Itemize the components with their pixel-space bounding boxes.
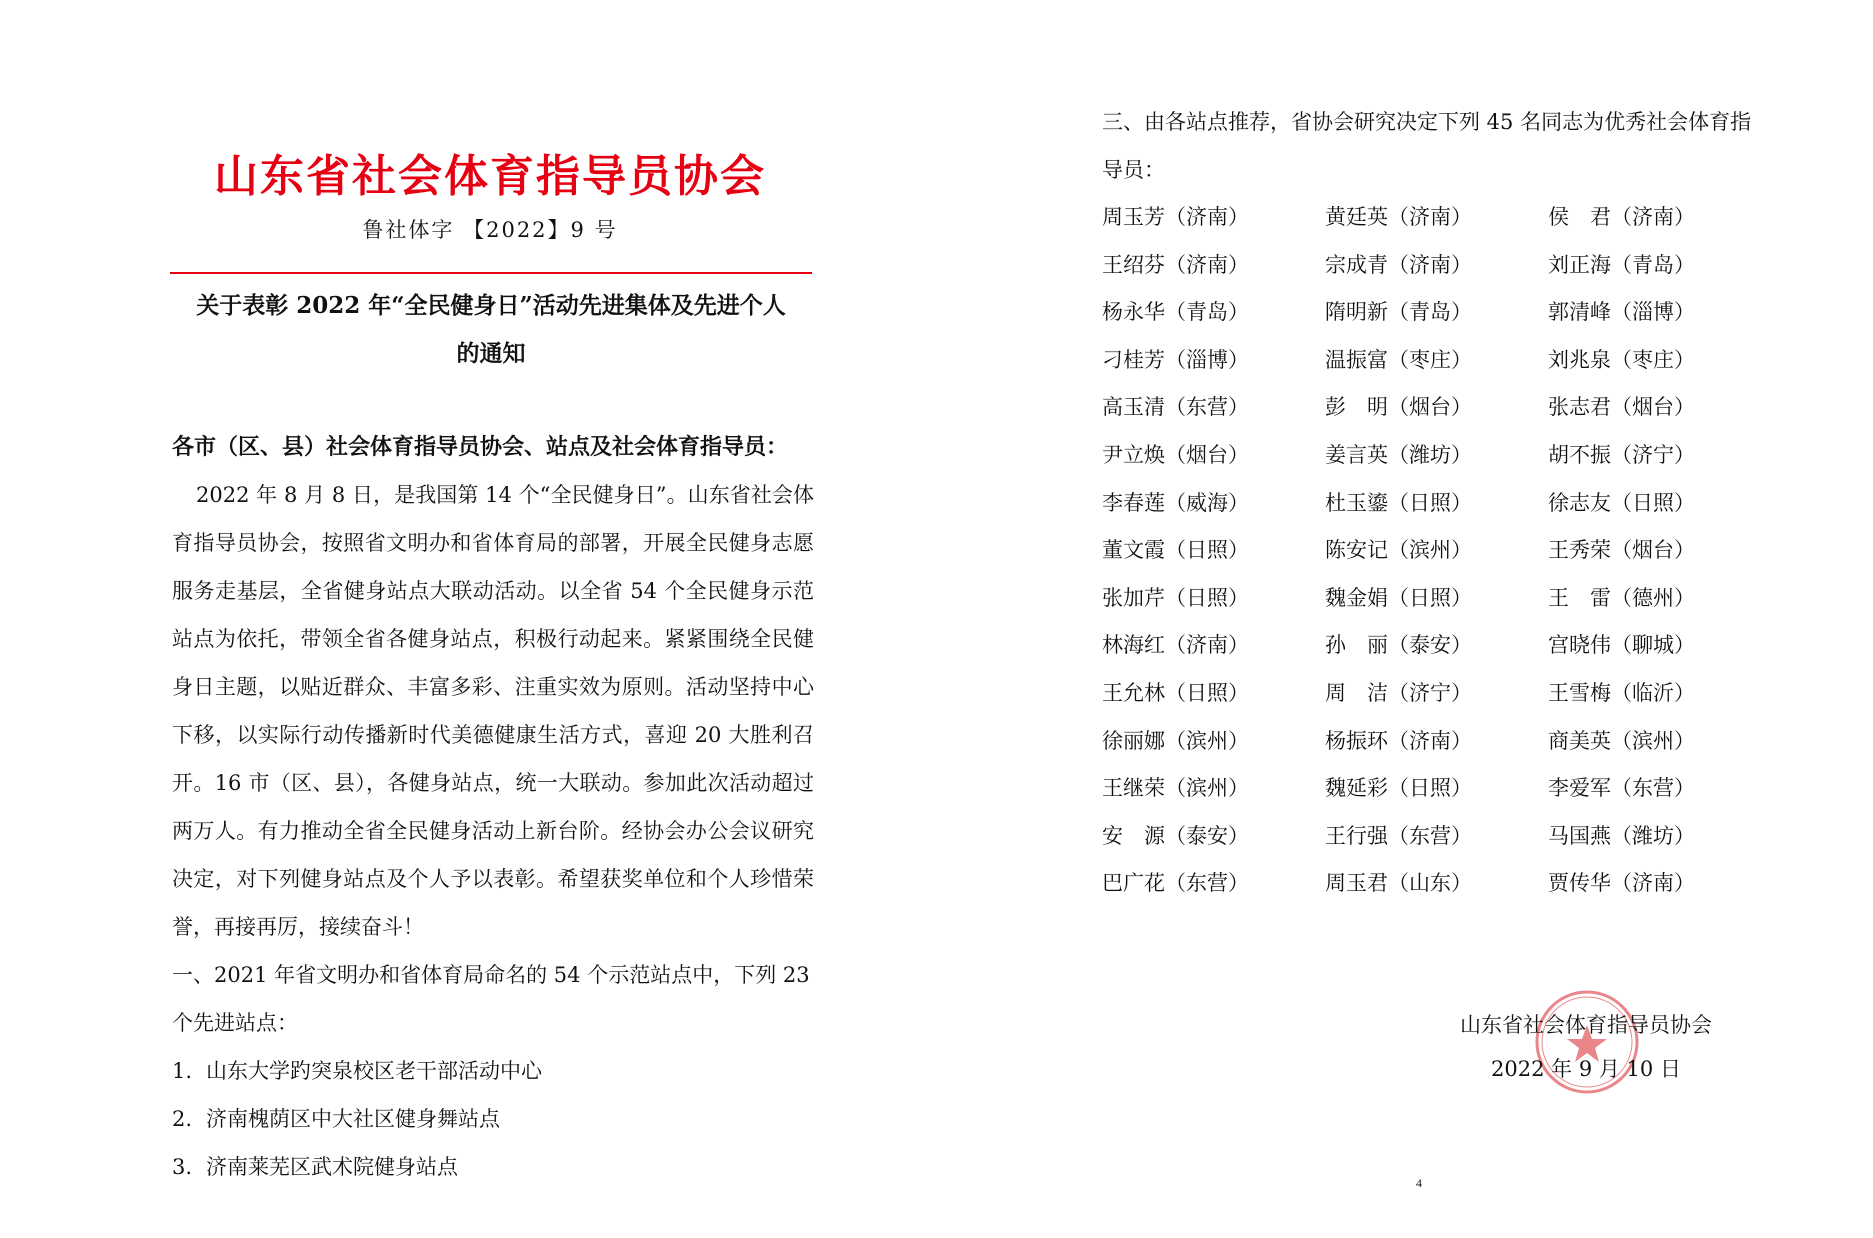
honoree-name: 徐丽娜（滨州） (1102, 728, 1249, 753)
station-item (172, 1047, 822, 1095)
station-name: 济南莱芜区武术院健身站点 (206, 1155, 458, 1179)
station-name: 山东大学趵突泉校区老干部活动中心 (206, 1059, 542, 1083)
honoree-name: 王 雷（德州） (1548, 585, 1695, 610)
honoree-name: 商美英（滨州） (1548, 728, 1695, 753)
honoree-name: 胡不振（济宁） (1548, 442, 1695, 467)
honoree-name: 侯 君（济南） (1548, 205, 1695, 229)
honoree-name: 魏金娟（日照） (1325, 585, 1472, 610)
honoree-name: 张志君（烟台） (1548, 395, 1695, 420)
left-page (0, 0, 936, 1238)
honoree-name: 王雪梅（临沂） (1548, 680, 1695, 705)
honoree-name: 王允林（日照） (1102, 680, 1249, 705)
honoree-name: 刘兆泉（枣庄） (1548, 347, 1695, 372)
honoree-name: 黄廷英（济南） (1325, 205, 1472, 229)
notice-title-line1: 关于表彰 2022 年“全民健身日”活动先进集体及先进个人 (196, 292, 786, 319)
honoree-name: 杨永华（青岛） (1102, 300, 1249, 325)
honoree-name: 王继荣（滨州） (1102, 776, 1249, 801)
honoree-name: 巴广花（东营） (1102, 871, 1249, 896)
honoree-name: 周玉君（山东） (1325, 871, 1472, 896)
honoree-name: 王秀荣（烟台） (1548, 538, 1695, 563)
page-number: 4 (1416, 1176, 1422, 1190)
honoree-name: 徐志友（日照） (1548, 490, 1695, 515)
honoree-name: 董文霞（日照） (1102, 538, 1249, 563)
honoree-name: 贾传华（济南） (1548, 871, 1695, 896)
red-divider (170, 272, 812, 274)
right-page (936, 0, 1873, 1238)
honoree-name: 李春莲（威海） (1102, 490, 1249, 515)
honoree-name: 王行强（东营） (1325, 823, 1472, 848)
honoree-name: 刁桂芳（淄博） (1102, 347, 1249, 372)
honoree-name: 隋明新（青岛） (1325, 300, 1472, 325)
station-number: 1. (172, 1059, 193, 1083)
notice-title-line2: 的通知 (456, 340, 526, 367)
honoree-name-grid (1102, 194, 1802, 908)
honoree-name: 安 源（泰安） (1102, 823, 1249, 848)
honoree-name: 高玉清（东营） (1102, 395, 1249, 420)
honoree-name: 刘正海（青岛） (1548, 252, 1695, 277)
honoree-name: 周 洁（济宁） (1325, 680, 1472, 705)
signature-block (1416, 1003, 1756, 1091)
honoree-name: 尹立焕（烟台） (1102, 442, 1249, 467)
honoree-name: 王绍芬（济南） (1102, 252, 1249, 277)
honoree-name: 彭 明（烟台） (1325, 395, 1472, 420)
org-title: 山东省社会体育指导员协会 (214, 151, 766, 202)
honoree-name: 周玉芳（济南） (1102, 205, 1249, 229)
station-list (172, 1047, 822, 1191)
station-number: 2. (172, 1107, 193, 1131)
station-item (172, 1143, 822, 1191)
honoree-name: 林海红（济南） (1102, 633, 1249, 658)
honoree-name: 郭清峰（淄博） (1548, 300, 1695, 325)
honoree-name: 张加芹（日照） (1102, 585, 1249, 610)
honoree-name: 马国燕（潍坊） (1548, 823, 1695, 848)
body-paragraph: 2022 年 8 月 8 日，是我国第 14 个“全民健身日”。山东省社会体育指导员协会，按照省文明办和省体育局的部署，开展全民健身志愿服务走基层，全省健身站点大联动活动。以全省 54 个全民健身示范站点为依托，带领全省各健身站点，积极行动起来。紧紧围绕全民健身日主题，以贴近群众、丰富多彩、注重实效为原则。活动坚持中心下移，以实际行动传播新时代美德健康生活方式，喜迎 20 大胜利召开。16 市（区、县），各健身站点，统一大联动。参加此次活动超过两万人。有力推动全省全民健身活动上新台阶。经协会办公会议研究决定，对下列健身站点及个人予以表彰。希望获奖单位和个人珍惜荣誉，再接再厉，接续奋斗！ (172, 483, 814, 939)
honoree-name: 李爱军（东营） (1548, 776, 1695, 801)
honoree-name: 姜言英（潍坊） (1325, 442, 1472, 467)
section-three-heading: 三、由各站点推荐，省协会研究决定下列 45 名同志为优秀社会体育指导员： (1102, 110, 1752, 182)
section-one-heading: 一、2021 年省文明办和省体育局命名的 54 个示范站点中，下列 23 个先进站点： (172, 963, 810, 1035)
addressee: 各市（区、县）社会体育指导员协会、站点及社会体育指导员： (172, 434, 789, 460)
station-name: 济南槐荫区中大社区健身舞站点 (206, 1107, 500, 1131)
station-number: 3. (172, 1155, 193, 1179)
honoree-name: 宫晓伟（聊城） (1548, 633, 1695, 658)
honoree-name: 陈安记（滨州） (1325, 538, 1472, 563)
signature-org: 山东省社会体育指导员协会 (1460, 1013, 1712, 1037)
honoree-name: 杜玉鎏（日照） (1325, 490, 1472, 515)
honoree-name: 温振富（枣庄） (1325, 347, 1472, 372)
signature-date: 2022 年 9 月 10 日 (1491, 1057, 1681, 1081)
doc-number: 鲁社体字 【2022】9 号 (362, 218, 618, 242)
honoree-name: 魏延彩（日照） (1325, 776, 1472, 801)
notice-title (170, 282, 812, 378)
honoree-name: 宗成青（济南） (1325, 252, 1472, 277)
honoree-name: 孙 丽（泰安） (1325, 633, 1472, 658)
honoree-name: 杨振环（济南） (1325, 728, 1472, 753)
station-item (172, 1095, 822, 1143)
